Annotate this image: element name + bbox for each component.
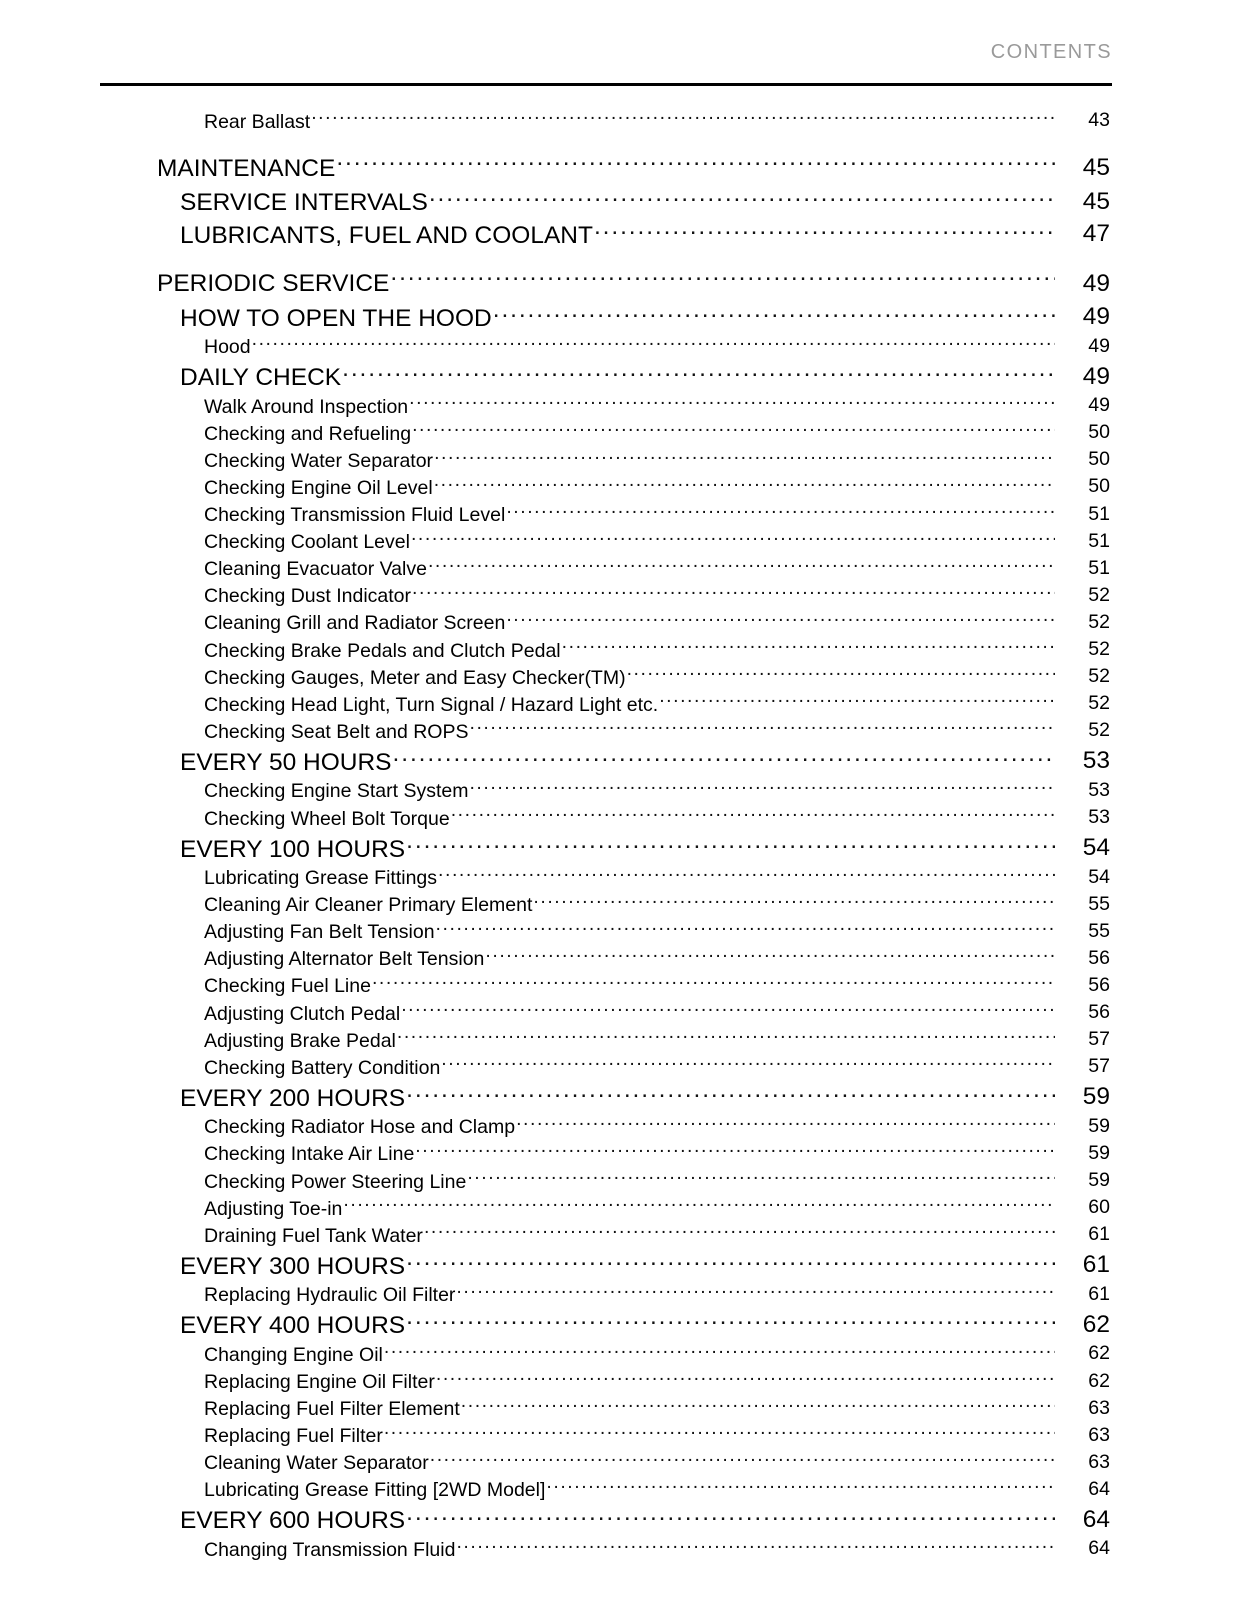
toc-entry-label: Lubricating Grease Fittings: [204, 867, 438, 890]
dot-leader: [412, 583, 1055, 603]
toc-entry-page-number: 63: [1088, 1450, 1110, 1473]
toc-entry-page-number: 59: [1088, 1141, 1110, 1164]
toc-entry-page-number: 53: [1082, 747, 1110, 775]
toc-entry[interactable]: [0, 718, 1236, 745]
toc-entry-page-number: 56: [1088, 973, 1110, 996]
toc-entry-label: EVERY 200 HOURS: [180, 1084, 406, 1112]
dot-leader: [397, 1027, 1055, 1047]
dot-leader: [434, 474, 1055, 494]
section-spacer: [0, 251, 1236, 267]
toc-entry-page-number: 52: [1088, 583, 1110, 606]
toc-entry-page-number: 61: [1088, 1282, 1110, 1305]
toc-entry[interactable]: [0, 1027, 1236, 1054]
dot-leader: [506, 502, 1055, 522]
toc-entry-label: Checking Dust Indicator: [204, 585, 412, 608]
toc-entry[interactable]: [0, 361, 1236, 394]
toc-entry-page-number: 49: [1088, 334, 1110, 357]
dot-leader: [436, 919, 1055, 939]
toc-entry[interactable]: [0, 1536, 1236, 1563]
dot-leader: [594, 218, 1055, 243]
toc-entry[interactable]: [0, 664, 1236, 691]
toc-entry-page-number: 49: [1082, 303, 1110, 331]
toc-entry[interactable]: [0, 1504, 1236, 1537]
dot-leader: [336, 151, 1055, 176]
dot-leader: [372, 973, 1055, 993]
toc-entry-page-number: 45: [1082, 187, 1110, 215]
toc-entry-label: Cleaning Air Cleaner Primary Element: [204, 894, 533, 917]
toc-entry[interactable]: [0, 1168, 1236, 1195]
toc-entry[interactable]: [0, 1450, 1236, 1477]
toc-entry-page-number: 51: [1088, 529, 1110, 552]
toc-entry[interactable]: [0, 1081, 1236, 1114]
toc-entry-page-number: 52: [1088, 719, 1110, 742]
toc-entry[interactable]: [0, 334, 1236, 361]
toc-entry-page-number: 49: [1088, 394, 1110, 417]
toc-entry-label: Checking Radiator Hose and Clamp: [204, 1116, 516, 1139]
dot-leader: [406, 1249, 1055, 1274]
dot-leader: [428, 556, 1055, 576]
toc-entry-page-number: 64: [1088, 1477, 1110, 1500]
toc-entry-label: Draining Fuel Tank Water: [204, 1224, 423, 1247]
toc-entry-label: Checking Water Separator: [204, 449, 434, 472]
toc-entry-page-number: 49: [1082, 269, 1110, 297]
toc-entry-label: Adjusting Fan Belt Tension: [204, 921, 435, 944]
toc-entry[interactable]: [0, 832, 1236, 865]
dot-leader: [311, 108, 1055, 128]
toc-entry-page-number: 61: [1082, 1251, 1110, 1279]
dot-leader: [562, 637, 1055, 657]
toc-entry-page-number: 52: [1088, 665, 1110, 688]
toc-entry-label: Checking Transmission Fluid Level: [204, 504, 506, 527]
toc-entry-page-number: 61: [1088, 1223, 1110, 1246]
toc-entry[interactable]: [0, 583, 1236, 610]
toc-entry-page-number: 56: [1088, 946, 1110, 969]
toc-entry-page-number: 63: [1088, 1396, 1110, 1419]
toc-entry-label: Checking Intake Air Line: [204, 1143, 415, 1166]
toc-entry-label: MAINTENANCE: [157, 154, 336, 182]
toc-entry-page-number: 47: [1082, 220, 1110, 248]
dot-leader: [406, 832, 1055, 857]
dot-leader: [390, 267, 1055, 292]
toc-entry-page-number: 55: [1088, 919, 1110, 942]
toc-entry-page-number: 53: [1088, 778, 1110, 801]
toc-entry-page-number: 51: [1088, 556, 1110, 579]
toc-entry-label: Replacing Hydraulic Oil Filter: [204, 1284, 456, 1307]
toc-entry-label: Adjusting Brake Pedal: [204, 1029, 396, 1052]
toc-entry[interactable]: [0, 502, 1236, 529]
toc-entry-label: Walk Around Inspection: [204, 395, 409, 418]
toc-entry[interactable]: [0, 420, 1236, 447]
dot-leader: [506, 610, 1055, 630]
toc-entry-label: EVERY 400 HOURS: [180, 1312, 406, 1340]
toc-entry-page-number: 59: [1088, 1169, 1110, 1192]
toc-entry[interactable]: [0, 1477, 1236, 1504]
dot-leader: [469, 778, 1055, 798]
toc-entry[interactable]: [0, 1282, 1236, 1309]
toc-entry-label: Checking and Refueling: [204, 422, 412, 445]
toc-entry-page-number: 54: [1088, 865, 1110, 888]
toc-entry-label: Changing Engine Oil: [204, 1343, 383, 1366]
toc-entry[interactable]: [0, 1423, 1236, 1450]
toc-entry[interactable]: [0, 805, 1236, 832]
toc-entry-label: Adjusting Clutch Pedal: [204, 1002, 401, 1025]
toc-entry-label: Cleaning Grill and Radiator Screen: [204, 612, 506, 635]
toc-entry-page-number: 51: [1088, 502, 1110, 525]
dot-leader: [659, 691, 1055, 711]
toc-entry-page-number: 59: [1082, 1083, 1110, 1111]
toc-entry[interactable]: [0, 610, 1236, 637]
toc-entry-label: Checking Brake Pedals and Clutch Pedal: [204, 639, 561, 662]
toc-entry[interactable]: [0, 1249, 1236, 1282]
section-spacer: [0, 135, 1236, 151]
dot-leader: [430, 1450, 1055, 1470]
toc-entry-label: Replacing Engine Oil Filter: [204, 1371, 435, 1393]
dot-leader: [469, 718, 1055, 738]
toc-entry-page-number: 62: [1088, 1342, 1110, 1365]
toc-entry-page-number: 62: [1088, 1369, 1110, 1392]
toc-entry[interactable]: [0, 691, 1236, 718]
dot-leader: [493, 301, 1055, 326]
toc-entry-label: Checking Coolant Level: [204, 531, 410, 554]
dot-leader: [412, 420, 1055, 440]
toc-entry[interactable]: [0, 1114, 1236, 1141]
toc-entry[interactable]: [0, 474, 1236, 501]
dot-leader: [252, 334, 1055, 354]
toc-entry-label: Replacing Fuel Filter: [204, 1425, 383, 1448]
dot-leader: [342, 361, 1055, 386]
toc-entry[interactable]: [0, 151, 1236, 186]
toc-entry-page-number: 50: [1088, 448, 1110, 471]
toc-entry-page-number: 64: [1088, 1537, 1110, 1560]
toc-entry-page-number: 52: [1088, 638, 1110, 661]
toc-entry-label: Adjusting Toe-in: [204, 1197, 343, 1220]
toc-entry-label: HOW TO OPEN THE HOOD: [180, 304, 492, 332]
dot-leader: [451, 805, 1055, 825]
toc-entry-label: LUBRICANTS, FUEL AND COOLANT: [180, 221, 593, 249]
toc-entry[interactable]: [0, 919, 1236, 946]
toc-entry-label: EVERY 100 HOURS: [180, 835, 406, 863]
dot-leader: [467, 1168, 1055, 1188]
toc-entry-label: Checking Gauges, Meter and Easy Checker(TM): [204, 666, 626, 689]
toc-entry-label: Lubricating Grease Fitting [2WD Model]: [204, 1479, 546, 1502]
toc-entry-page-number: 50: [1088, 421, 1110, 444]
toc-entry-page-number: 54: [1082, 834, 1110, 862]
dot-leader: [411, 529, 1055, 549]
dot-leader: [434, 447, 1055, 467]
table-of-contents: [0, 108, 1236, 1564]
toc-entry-label: Cleaning Evacuator Valve: [204, 558, 427, 581]
toc-entry[interactable]: [0, 1054, 1236, 1081]
toc-entry[interactable]: [0, 108, 1236, 135]
toc-entry-label: Adjusting Alternator Belt Tension: [204, 948, 485, 971]
toc-entry-page-number: 52: [1088, 610, 1110, 633]
dot-leader: [406, 1504, 1055, 1529]
toc-entry-label: PERIODIC SERVICE: [157, 270, 390, 298]
toc-entry[interactable]: [0, 637, 1236, 664]
dot-leader: [406, 1309, 1055, 1334]
toc-entry[interactable]: [0, 1341, 1236, 1368]
dot-leader: [436, 1369, 1055, 1389]
dot-leader: [438, 865, 1055, 885]
dot-leader: [343, 1195, 1055, 1215]
toc-entry-page-number: 57: [1088, 1055, 1110, 1078]
toc-entry[interactable]: [0, 1396, 1236, 1423]
toc-entry-page-number: 62: [1082, 1310, 1110, 1338]
toc-entry-page-number: 50: [1088, 475, 1110, 498]
toc-entry-page-number: 52: [1088, 692, 1110, 715]
header-divider: [100, 83, 1112, 86]
toc-entry-label: EVERY 600 HOURS: [180, 1507, 406, 1535]
toc-entry[interactable]: [0, 393, 1236, 420]
toc-entry[interactable]: [0, 946, 1236, 973]
toc-entry[interactable]: [0, 1222, 1236, 1249]
dot-leader: [533, 892, 1055, 912]
toc-entry-label: Hood: [204, 336, 251, 359]
toc-entry-label: Cleaning Water Separator: [204, 1452, 429, 1475]
toc-entry-label: Checking Power Steering Line: [204, 1170, 467, 1193]
toc-entry-label: EVERY 50 HOURS: [180, 748, 392, 776]
toc-entry[interactable]: [0, 1141, 1236, 1168]
toc-entry-page-number: 53: [1088, 806, 1110, 828]
dot-leader: [409, 393, 1055, 413]
dot-leader: [456, 1536, 1055, 1556]
toc-entry-page-number: 56: [1088, 1001, 1110, 1024]
toc-entry-label: EVERY 300 HOURS: [180, 1252, 406, 1280]
dot-leader: [627, 664, 1055, 684]
dot-leader: [393, 745, 1055, 770]
toc-entry[interactable]: [0, 218, 1236, 251]
toc-entry-page-number: 64: [1082, 1505, 1110, 1533]
dot-leader: [384, 1341, 1055, 1361]
dot-leader: [384, 1423, 1055, 1443]
dot-leader: [424, 1222, 1055, 1242]
toc-entry-label: SERVICE INTERVALS: [180, 189, 428, 217]
toc-entry-label: Checking Battery Condition: [204, 1056, 441, 1079]
toc-entry-page-number: 60: [1088, 1196, 1110, 1219]
toc-entry[interactable]: [0, 529, 1236, 556]
dot-leader: [546, 1477, 1055, 1497]
toc-entry[interactable]: [0, 1000, 1236, 1027]
toc-entry-label: Checking Fuel Line: [204, 975, 371, 998]
toc-entry-page-number: 55: [1088, 892, 1110, 915]
toc-entry[interactable]: [0, 1195, 1236, 1222]
toc-entry-page-number: 59: [1088, 1114, 1110, 1137]
toc-entry[interactable]: [0, 267, 1236, 302]
dot-leader: [415, 1141, 1055, 1161]
toc-entry[interactable]: [0, 186, 1236, 219]
page-header: [100, 42, 1112, 63]
toc-entry-label: Replacing Fuel Filter Element: [204, 1398, 460, 1421]
toc-entry[interactable]: [0, 1369, 1236, 1396]
toc-entry-label: Checking Engine Oil Level: [204, 476, 433, 499]
dot-leader: [401, 1000, 1055, 1020]
toc-entry[interactable]: [0, 973, 1236, 1000]
toc-entry-label: Checking Engine Start System: [204, 780, 469, 803]
dot-leader: [461, 1396, 1055, 1416]
toc-entry[interactable]: [0, 556, 1236, 583]
dot-leader: [406, 1081, 1055, 1106]
toc-entry-page-number: 49: [1082, 362, 1110, 390]
toc-entry-label: Checking Head Light, Turn Signal / Hazard Light etc.: [204, 693, 659, 716]
toc-entry-label: Checking Seat Belt and ROPS: [204, 720, 469, 743]
toc-entry-page-number: 63: [1088, 1423, 1110, 1446]
page-header-title: CONTENTS: [990, 41, 1112, 63]
toc-entry[interactable]: [0, 301, 1236, 334]
toc-entry-page-number: 43: [1088, 109, 1110, 131]
toc-entry-label: Changing Transmission Fluid: [204, 1538, 456, 1561]
dot-leader: [485, 946, 1055, 966]
toc-entry[interactable]: [0, 865, 1236, 892]
dot-leader: [516, 1114, 1055, 1134]
toc-entry[interactable]: [0, 892, 1236, 919]
toc-entry-page-number: 57: [1088, 1028, 1110, 1051]
dot-leader: [456, 1282, 1055, 1302]
toc-entry[interactable]: [0, 447, 1236, 474]
toc-entry-label: Rear Ballast: [204, 110, 311, 133]
toc-entry-page-number: 45: [1082, 154, 1110, 182]
toc-entry-label: DAILY CHECK: [180, 364, 342, 392]
dot-leader: [441, 1054, 1055, 1074]
toc-entry[interactable]: [0, 1309, 1236, 1342]
dot-leader: [429, 186, 1055, 211]
toc-entry-label: Checking Wheel Bolt Torque: [204, 807, 450, 830]
toc-entry[interactable]: [0, 745, 1236, 778]
toc-entry[interactable]: [0, 778, 1236, 805]
